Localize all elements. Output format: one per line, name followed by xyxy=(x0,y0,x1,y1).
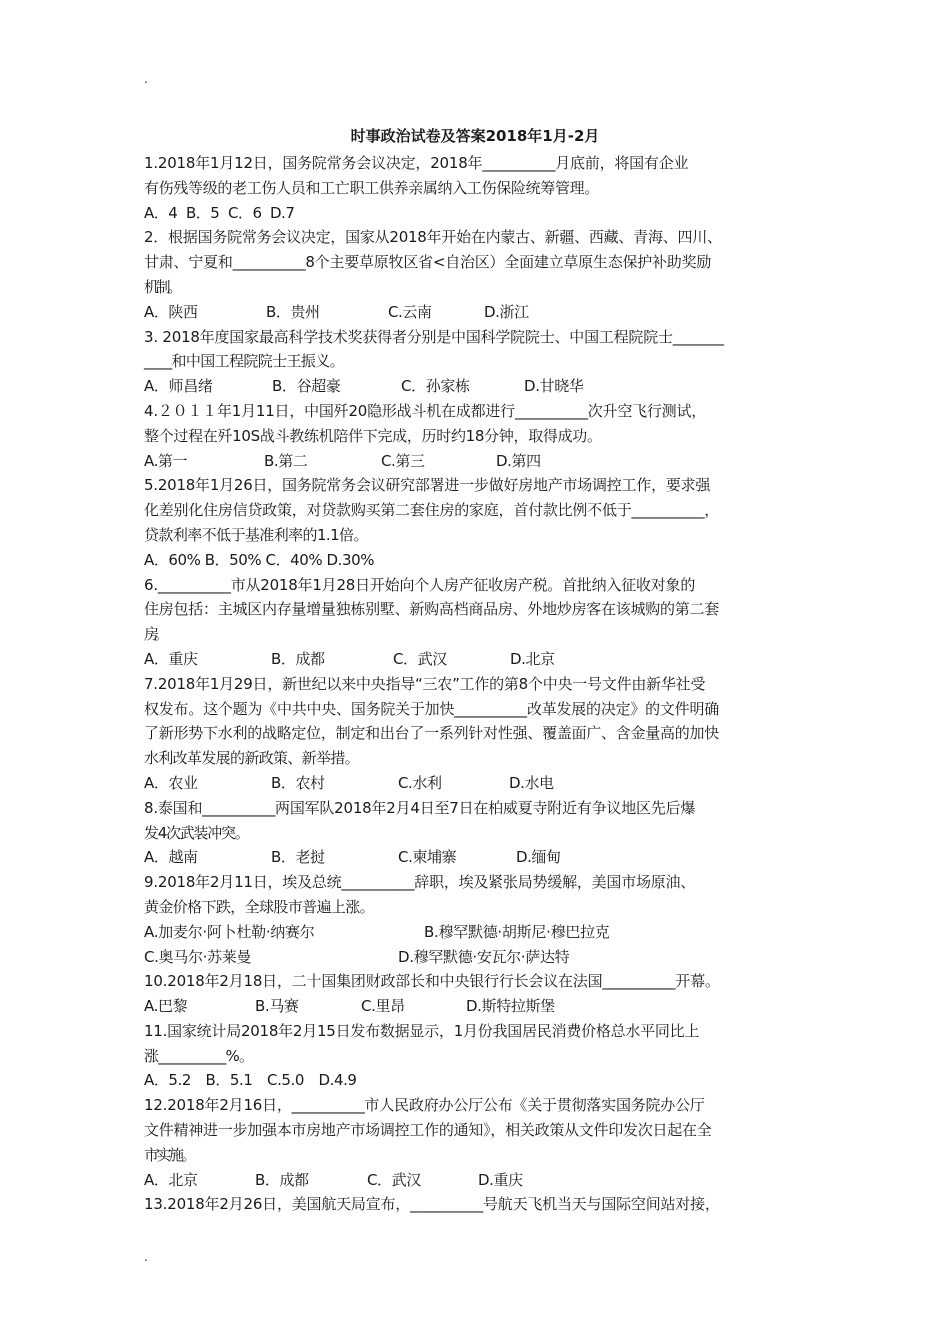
question-10-options xyxy=(144,994,844,1019)
question-1-options xyxy=(144,201,844,226)
option-c: C.柬埔寨 xyxy=(398,848,457,867)
question-6-text: 房。 xyxy=(144,625,165,644)
question-8-options xyxy=(144,845,844,870)
option-a: A．北京 xyxy=(144,1170,198,1189)
option-c: C.云南 xyxy=(388,302,432,321)
question-8-text: 发4次武装冲突。 xyxy=(144,823,249,842)
question-5-text: 贷款利率不低于基准利率的1.1倍。 xyxy=(144,525,368,544)
option-c: C．武汉 xyxy=(367,1170,421,1189)
question-3-text: ____和中国工程院院士王振义。 xyxy=(144,352,345,371)
question-9-options-row-1 xyxy=(144,920,844,945)
question-4-text: 整个过程在歼10S战斗教练机陪伴下完成，历时约18分钟，取得成功。 xyxy=(144,426,602,445)
question-2-text: 甘肃、宁夏和__________8个主要草原牧区省<自治区）全面建立草原生态保护补助奖励 xyxy=(144,253,712,272)
option-d: D.斯特拉斯堡 xyxy=(466,997,555,1016)
question-2-options xyxy=(144,300,844,325)
option-c: C．孙家栋 xyxy=(401,377,470,396)
option-a: A.巴黎 xyxy=(144,997,188,1016)
question-3-options xyxy=(144,374,844,399)
question-3-text: 3. 2018年度国家最高科学技术奖获得者分别是中国科学院院士、中国工程院院士_______ xyxy=(144,327,724,346)
question-7-options xyxy=(144,771,844,796)
option-a: A．陕西 xyxy=(144,302,198,321)
document-body xyxy=(144,151,844,1217)
option-a: A.加麦尔·阿卜杜勒·纳赛尔 xyxy=(144,922,315,941)
question-12-text: 市实施。 xyxy=(144,1145,195,1164)
option-b: B.马赛 xyxy=(255,997,299,1016)
option-c: C．武汉 xyxy=(393,649,447,668)
option-d: D.缅甸 xyxy=(516,848,561,867)
question-6-text: 6.__________市从2018年1月28日开始向个人房产征收房产税。首批纳入征收对象的 xyxy=(144,575,696,594)
option-a: A.第一 xyxy=(144,451,188,470)
question-6-options xyxy=(144,647,844,672)
page-title: 时事政治试卷及答案2018年1月-2月 xyxy=(350,127,600,145)
option-d: D.第四 xyxy=(496,451,541,470)
option-a: A．农业 xyxy=(144,773,198,792)
question-1-text: 1.2018年1月12日，国务院常务会议决定，2018年__________月底前，将国有企业 xyxy=(144,154,689,172)
option-c: C.奥马尔·苏莱曼 xyxy=(144,947,252,966)
option-a: A．重庆 xyxy=(144,649,198,668)
option-d: D.水电 xyxy=(509,773,554,792)
page-footer-mark: . xyxy=(144,1250,148,1264)
option-d: D.7 xyxy=(270,203,295,222)
question-7-text: 7.2018年1月29日，新世纪以来中央指导“三农”工作的第8个中央一号文件由新华社受 xyxy=(144,674,706,693)
question-4-options xyxy=(144,449,844,474)
option-d: D.甘晓华 xyxy=(524,377,584,396)
option-c: C.里昂 xyxy=(361,997,405,1016)
question-7-text: 水利改革发展的新政策、新举措。 xyxy=(144,749,360,768)
option-b: B．谷超豪 xyxy=(272,377,341,396)
question-9-text: 黄金价格下跌，全球股市普遍上涨。 xyxy=(144,897,375,916)
option-b: B.第二 xyxy=(264,451,308,470)
question-4-text: 4.２０１１年1月11日，中国歼20隐形战斗机在成都进行__________次升空飞行测试， xyxy=(144,401,707,420)
question-10-text: 10.2018年2月18日，二十国集团财政部长和中央银行行长会议在法国__________开幕。 xyxy=(144,972,720,991)
question-1-text: 有伤残等级的老工伤人员和工亡职工供养亲属纳入工伤保险统筹管理。 xyxy=(144,178,600,197)
option-b: B．贵州 xyxy=(266,302,320,321)
option-b: B．老挝 xyxy=(271,848,325,867)
option-d: D.重庆 xyxy=(478,1170,523,1189)
question-5-text: 化差别化住房信贷政策，对贷款购买第二套住房的家庭，首付款比例不低于__________， xyxy=(144,501,720,520)
question-9-text: 9.2018年2月11日，埃及总统__________辞职，埃及紧张局势缓解，美国市场原油、 xyxy=(144,873,696,892)
question-7-text: 权发布。这个题为《中共中央、国务院关于加快__________改革发展的决定》的文件明确 xyxy=(144,699,720,718)
option-d: D.浙江 xyxy=(484,302,529,321)
option-a: A．师昌绪 xyxy=(144,377,213,396)
question-11-text: 涨__________%。 xyxy=(144,1046,254,1065)
question-5-options: A．60% B．50% C．40% D.30% xyxy=(144,550,375,569)
option-d: D.穆罕默德·安瓦尔·萨达特 xyxy=(398,947,570,966)
option-b: B．农村 xyxy=(271,773,325,792)
question-7-text: 了新形势下水利的战略定位，制定和出台了一系列针对性强、覆盖面广、含金量高的加快 xyxy=(144,724,720,743)
question-12-options xyxy=(144,1168,844,1193)
option-c: C.第三 xyxy=(381,451,425,470)
option-b: B．5 xyxy=(186,203,220,222)
option-a: A．4 xyxy=(144,203,178,222)
question-12-text: 12.2018年2月16日，__________市人民政府办公厅公布《关于贯彻落实国务院办公厅 xyxy=(144,1096,705,1115)
option-b: B.穆罕默德·胡斯尼·穆巴拉克 xyxy=(424,922,610,941)
option-c: C.水利 xyxy=(398,773,442,792)
option-a: A．越南 xyxy=(144,848,198,867)
question-2-text: 2．根据国务院常务会议决定，国家从2018年开始在内蒙古、新疆、西藏、青海、四川、 xyxy=(144,228,722,247)
option-d: D.北京 xyxy=(510,649,555,668)
option-c: C．6 xyxy=(228,203,262,222)
question-11-text: 11.国家统计局2018年2月15日发布数据显示，1月份我国居民消费价格总水平同比上 xyxy=(144,1021,700,1040)
question-9-options-row-2 xyxy=(144,945,844,970)
question-8-text: 8.泰国和__________两国军队2018年2月4日至7日在柏威夏寺附近有争议地区先后爆 xyxy=(144,798,696,817)
option-b: B．成都 xyxy=(271,649,325,668)
page-header-mark: . xyxy=(144,72,148,86)
question-13-text: 13.2018年2月26日，美国航天局宣布，__________号航天飞机当天与国际空间站对接， xyxy=(144,1195,720,1214)
question-11-options: A．5.2 B．5.1 C.5.0 D.4.9 xyxy=(144,1071,357,1090)
question-2-text: 机制。 xyxy=(144,277,180,296)
question-5-text: 5.2018年1月26日，国务院常务会议研究部署进一步做好房地产市场调控工作，要求强 xyxy=(144,476,711,495)
option-b: B．成都 xyxy=(255,1170,309,1189)
question-6-text: 住房包括：主城区内存量增量独栋别墅、新购高档商品房、外地炒房客在该城购的第二套 xyxy=(144,600,720,619)
question-12-text: 文件精神进一步加强本市房地产市场调控工作的通知》，相关政策从文件印发次日起在全 xyxy=(144,1121,712,1140)
